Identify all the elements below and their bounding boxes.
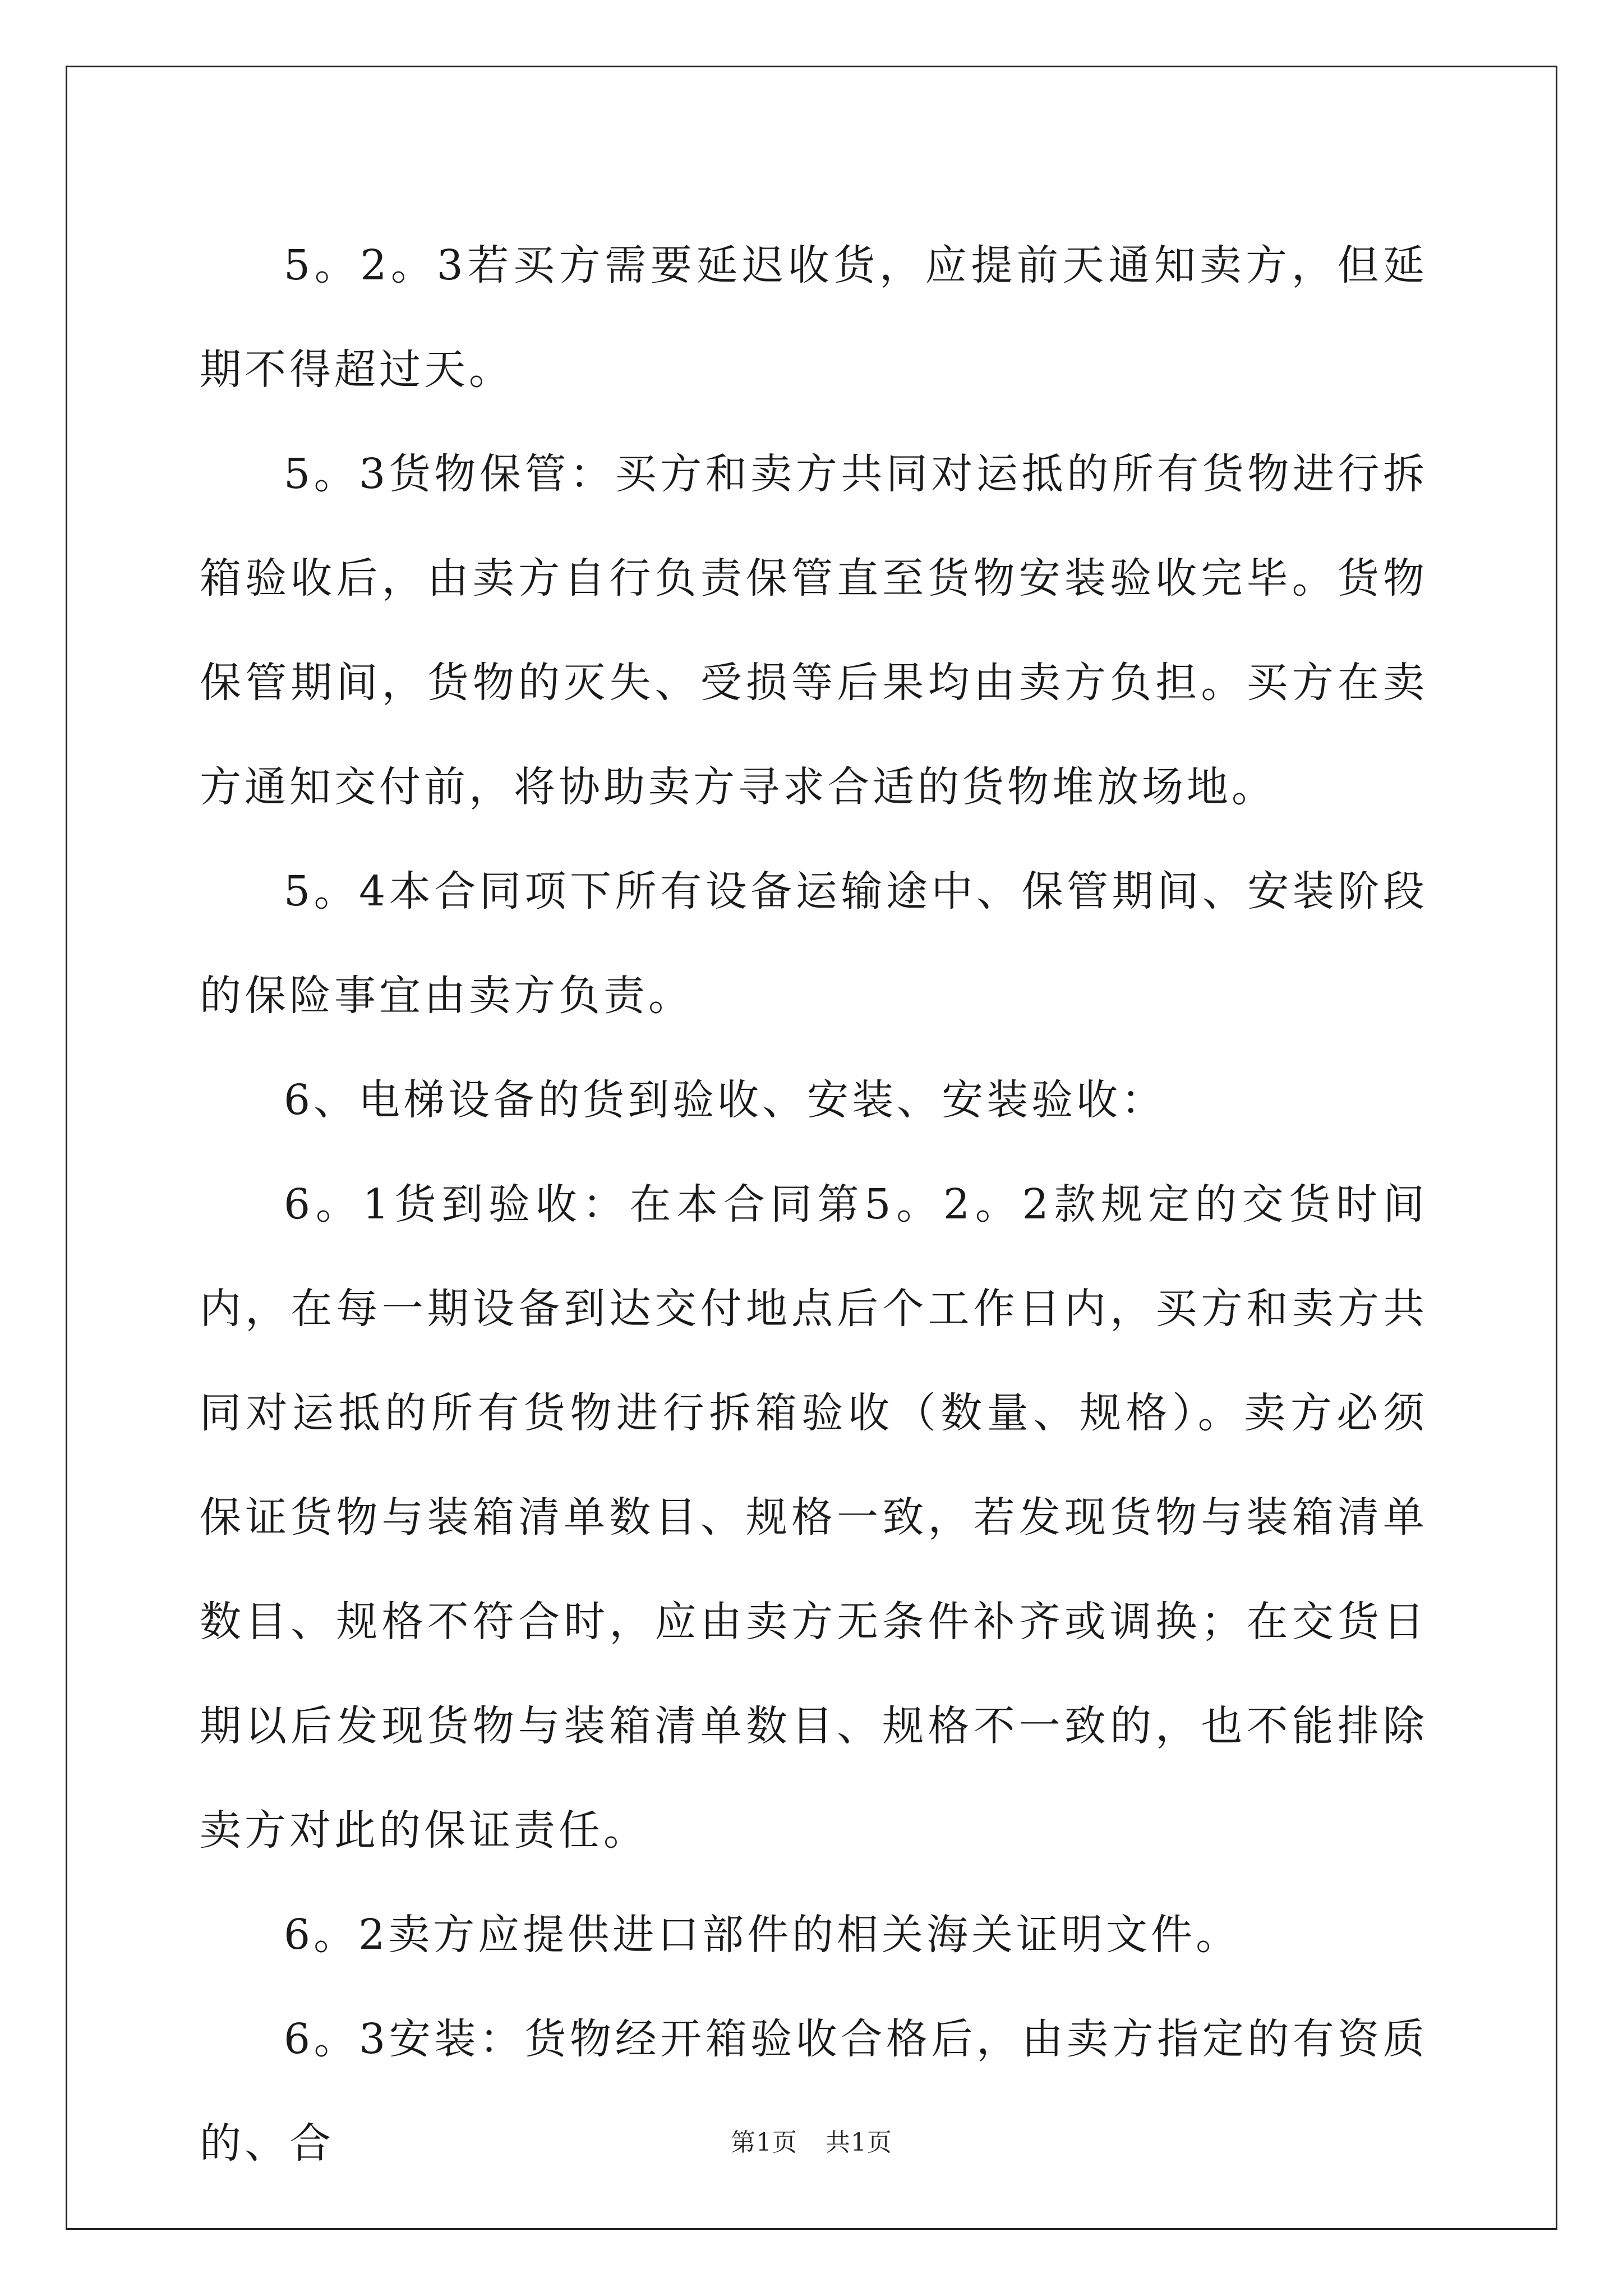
- section-heading-6: 6、电梯设备的货到验收、安装、安装验收：: [284, 1076, 1166, 1124]
- paragraph-5-4: 5。4本合同项下所有设备运输途中、保管期间、安装阶段的保险事宜由卖方负责。: [200, 867, 1428, 1020]
- page-total: 共1页: [826, 2128, 892, 2157]
- paragraph-6-1: 6。1货到验收：在本合同第5。2。2款规定的交货时间内，在每一期设备到达交付地点后个工作日内，买方和卖方共同对运抵的所有货物进行拆箱验收（数量、规格）。卖方必须保证货物与装箱清单数目、规格一致，若发现货物与装箱清单数目、规格不符合时，应由卖方无条件补齐或调换；在交货日期以后发现货物与装箱清单数目、规格不一致的，也不能排除卖方对此的保证责任。: [200, 1180, 1428, 1855]
- page-number: 第1页: [731, 2128, 797, 2157]
- paragraph-6-2: 6。2卖方应提供进口部件的相关海关证明文件。: [284, 1911, 1241, 1959]
- page-footer: [0, 2126, 1623, 2160]
- paragraph-5-3: 5。3货物保管：买方和卖方共同对运抵的所有货物进行拆箱验收后，由卖方自行负责保管直至货物安装验收完毕。货物保管期间，货物的灭失、受损等后果均由卖方负担。买方在卖方通知交付前，将协助卖方寻求合适的货物堆放场地。: [200, 450, 1428, 811]
- paragraph-5-2-3: 5。2。3若买方需要延迟收货，应提前天通知卖方，但延期不得超过天。: [200, 241, 1428, 394]
- paragraph-6-3: 6。3安装：货物经开箱验收合格后，由卖方指定的有资质的、合: [200, 2015, 1428, 2168]
- document-body: [200, 213, 1428, 2196]
